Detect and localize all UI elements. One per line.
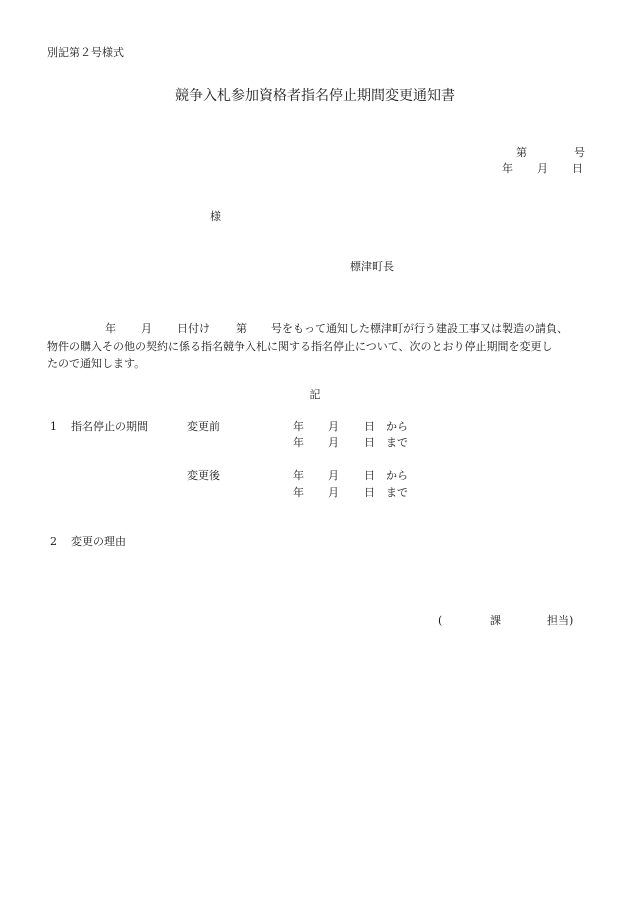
document-number-dai: 第: [516, 146, 527, 159]
item-2-number: 2: [50, 535, 57, 548]
after-to-day: 日: [364, 486, 375, 499]
before-to-year: 年: [293, 436, 304, 449]
after-from-day: 日: [364, 469, 375, 482]
document-title: 競争入札参加資格者指名停止期間変更通知書: [175, 88, 455, 104]
after-label: 変更後: [187, 469, 220, 482]
issue-date-month: 月: [537, 162, 548, 175]
after-to-suffix: まで: [386, 486, 408, 499]
before-from-suffix: から: [386, 420, 408, 433]
annotation-department: 課: [490, 614, 501, 627]
issue-date-day: 日: [572, 162, 583, 175]
after-to-month: 月: [328, 486, 339, 499]
document-number-go: 号: [574, 146, 585, 159]
after-from-month: 月: [328, 469, 339, 482]
annotation-person-in-charge: 担当): [547, 614, 574, 627]
form-label: 別記第２号様式: [47, 46, 124, 59]
body-line-2: 物件の購入その他の契約に係る指名競争入札に関する指名停止について、次のとおり停止期間を変更し: [47, 340, 553, 353]
ki-heading: 記: [309, 388, 321, 401]
before-from-year: 年: [293, 420, 304, 433]
after-from-suffix: から: [386, 469, 408, 482]
body-ref-date-suffix: 日付け: [177, 322, 210, 335]
body-ref-dai: 第: [236, 322, 247, 335]
body-ref-month: 月: [141, 322, 152, 335]
before-to-month: 月: [328, 436, 339, 449]
body-line-1-text: 号をもって通知した標津町が行う建設工事又は製造の請負、: [271, 322, 568, 335]
item-1-label: 指名停止の期間: [71, 420, 148, 433]
before-label: 変更前: [187, 420, 220, 433]
before-from-month: 月: [328, 420, 339, 433]
item-1-number: 1: [50, 420, 57, 433]
after-to-year: 年: [293, 486, 304, 499]
item-2-label: 変更の理由: [71, 535, 126, 548]
sender-name: 標津町長: [350, 260, 394, 273]
before-to-suffix: まで: [386, 436, 408, 449]
before-from-day: 日: [364, 420, 375, 433]
issue-date-year: 年: [502, 162, 513, 175]
body-ref-year: 年: [105, 322, 116, 335]
after-from-year: 年: [293, 469, 304, 482]
annotation-open-paren: (: [438, 614, 443, 627]
body-line-3: たので通知します。: [47, 357, 146, 370]
before-to-day: 日: [364, 436, 375, 449]
addressee-honorific: 様: [210, 210, 221, 223]
